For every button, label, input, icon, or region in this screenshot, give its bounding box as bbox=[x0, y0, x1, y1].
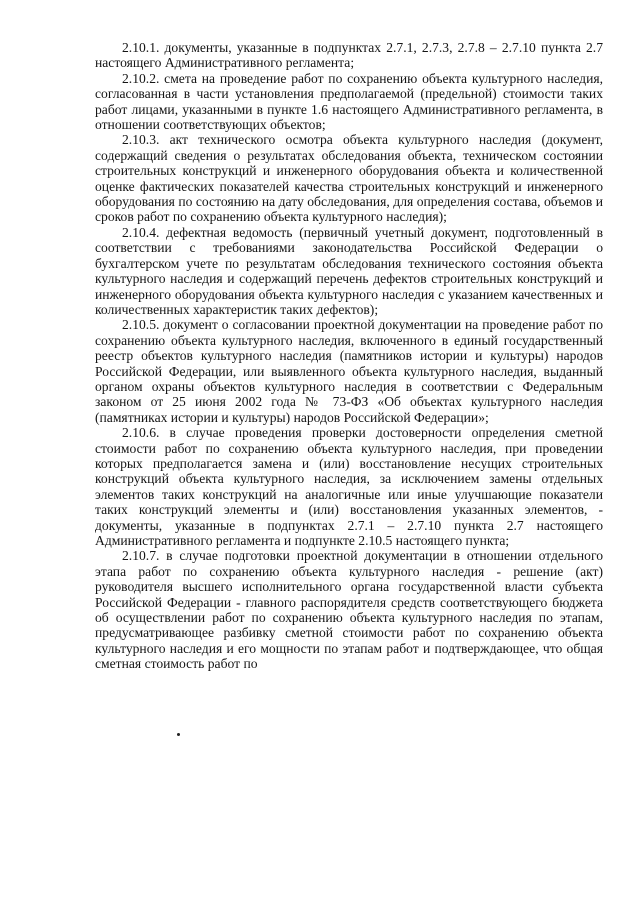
paragraph-2-10-5: 2.10.5. документ о согласовании проектной документации на проведение работ по сохранению объекта культурного наследия, включенного в единый государственный реестр объектов культурного наследия (памятников истории и культуры) народов Российской Федерации, или выявленного объекта культурного наследия, выданный органом охраны объектов культурного наследия в соответствии с Федеральным законом от 25 июня 2002 года № 73-ФЗ «Об объектах культурного наследия (памятниках истории и культуры) народов Российской Федерации»; bbox=[95, 317, 603, 425]
paragraph-2-10-6: 2.10.6. в случае проведения проверки достоверности определения сметной стоимости работ по сохранению объекта культурного наследия, при проведении которых предполагается замена и (или) восстановление несущих строительных конструкций объекта культурного наследия, за исключением замены отдельных элементов таких конструкций на аналогичные или иные улучшающие показатели таких конструкций элементы и (или) восстановления указанных элементов, - документы, указанные в подпунктах 2.7.1 – 2.7.10 пункта 2.7 настоящего Административного регламента и подпункте 2.10.5 настоящего пункта; bbox=[95, 425, 603, 548]
scan-speck bbox=[177, 733, 180, 736]
paragraph-2-10-2: 2.10.2. смета на проведение работ по сохранению объекта культурного наследия, согласованная в части установления предполагаемой (предельной) стоимости таких работ лицами, указанными в пункте 1.6 настоящего Административного регламента, в отношении соответствующих объектов; bbox=[95, 70, 603, 133]
paragraph-2-10-1: 2.10.1. документы, указанные в подпунктах 2.7.1, 2.7.3, 2.7.8 – 2.7.10 пункта 2.7 настоящего Административного регламента; bbox=[95, 40, 603, 71]
paragraph-2-10-3: 2.10.3. акт технического осмотра объекта культурного наследия (документ, содержащий сведения о результатах обследования объекта, техническом состоянии строительных конструкций и инженерного оборудования объекта и количественной оценке фактических показателей качества строительных конструкций и инженерного оборудования по состоянию на дату обследования, для определения состава, объемов и сроков работ по сохранению объекта культурного наследия); bbox=[95, 132, 603, 225]
paragraph-2-10-7: 2.10.7. в случае подготовки проектной документации в отношении отдельного этапа работ по сохранению объекта культурного наследия - решение (акт) руководителя высшего исполнительного органа государственной власти субъекта Российской Федерации - главного распорядителя средств соответствующего бюджета об осуществлении работ по сохранению объекта культурного наследия по этапам, предусматривающее разбивку сметной стоимости работ по сохранению объекта культурного наследия и его мощности по этапам работ и подтверждающее, что общая сметная стоимость работ по bbox=[95, 548, 603, 672]
paragraph-2-10-4: 2.10.4. дефектная ведомость (первичный учетный документ, подготовленный в соответствии с требованиями законодательства Российской Федерации о бухгалтерском учете по результатам обследования технического состояния объекта культурного наследия и содержащий перечень дефектов строительных конструкций и инженерного оборудования объекта культурного наследия с указанием качественных и количественных характеристик таких дефектов); bbox=[95, 224, 603, 317]
document-page bbox=[95, 40, 603, 672]
